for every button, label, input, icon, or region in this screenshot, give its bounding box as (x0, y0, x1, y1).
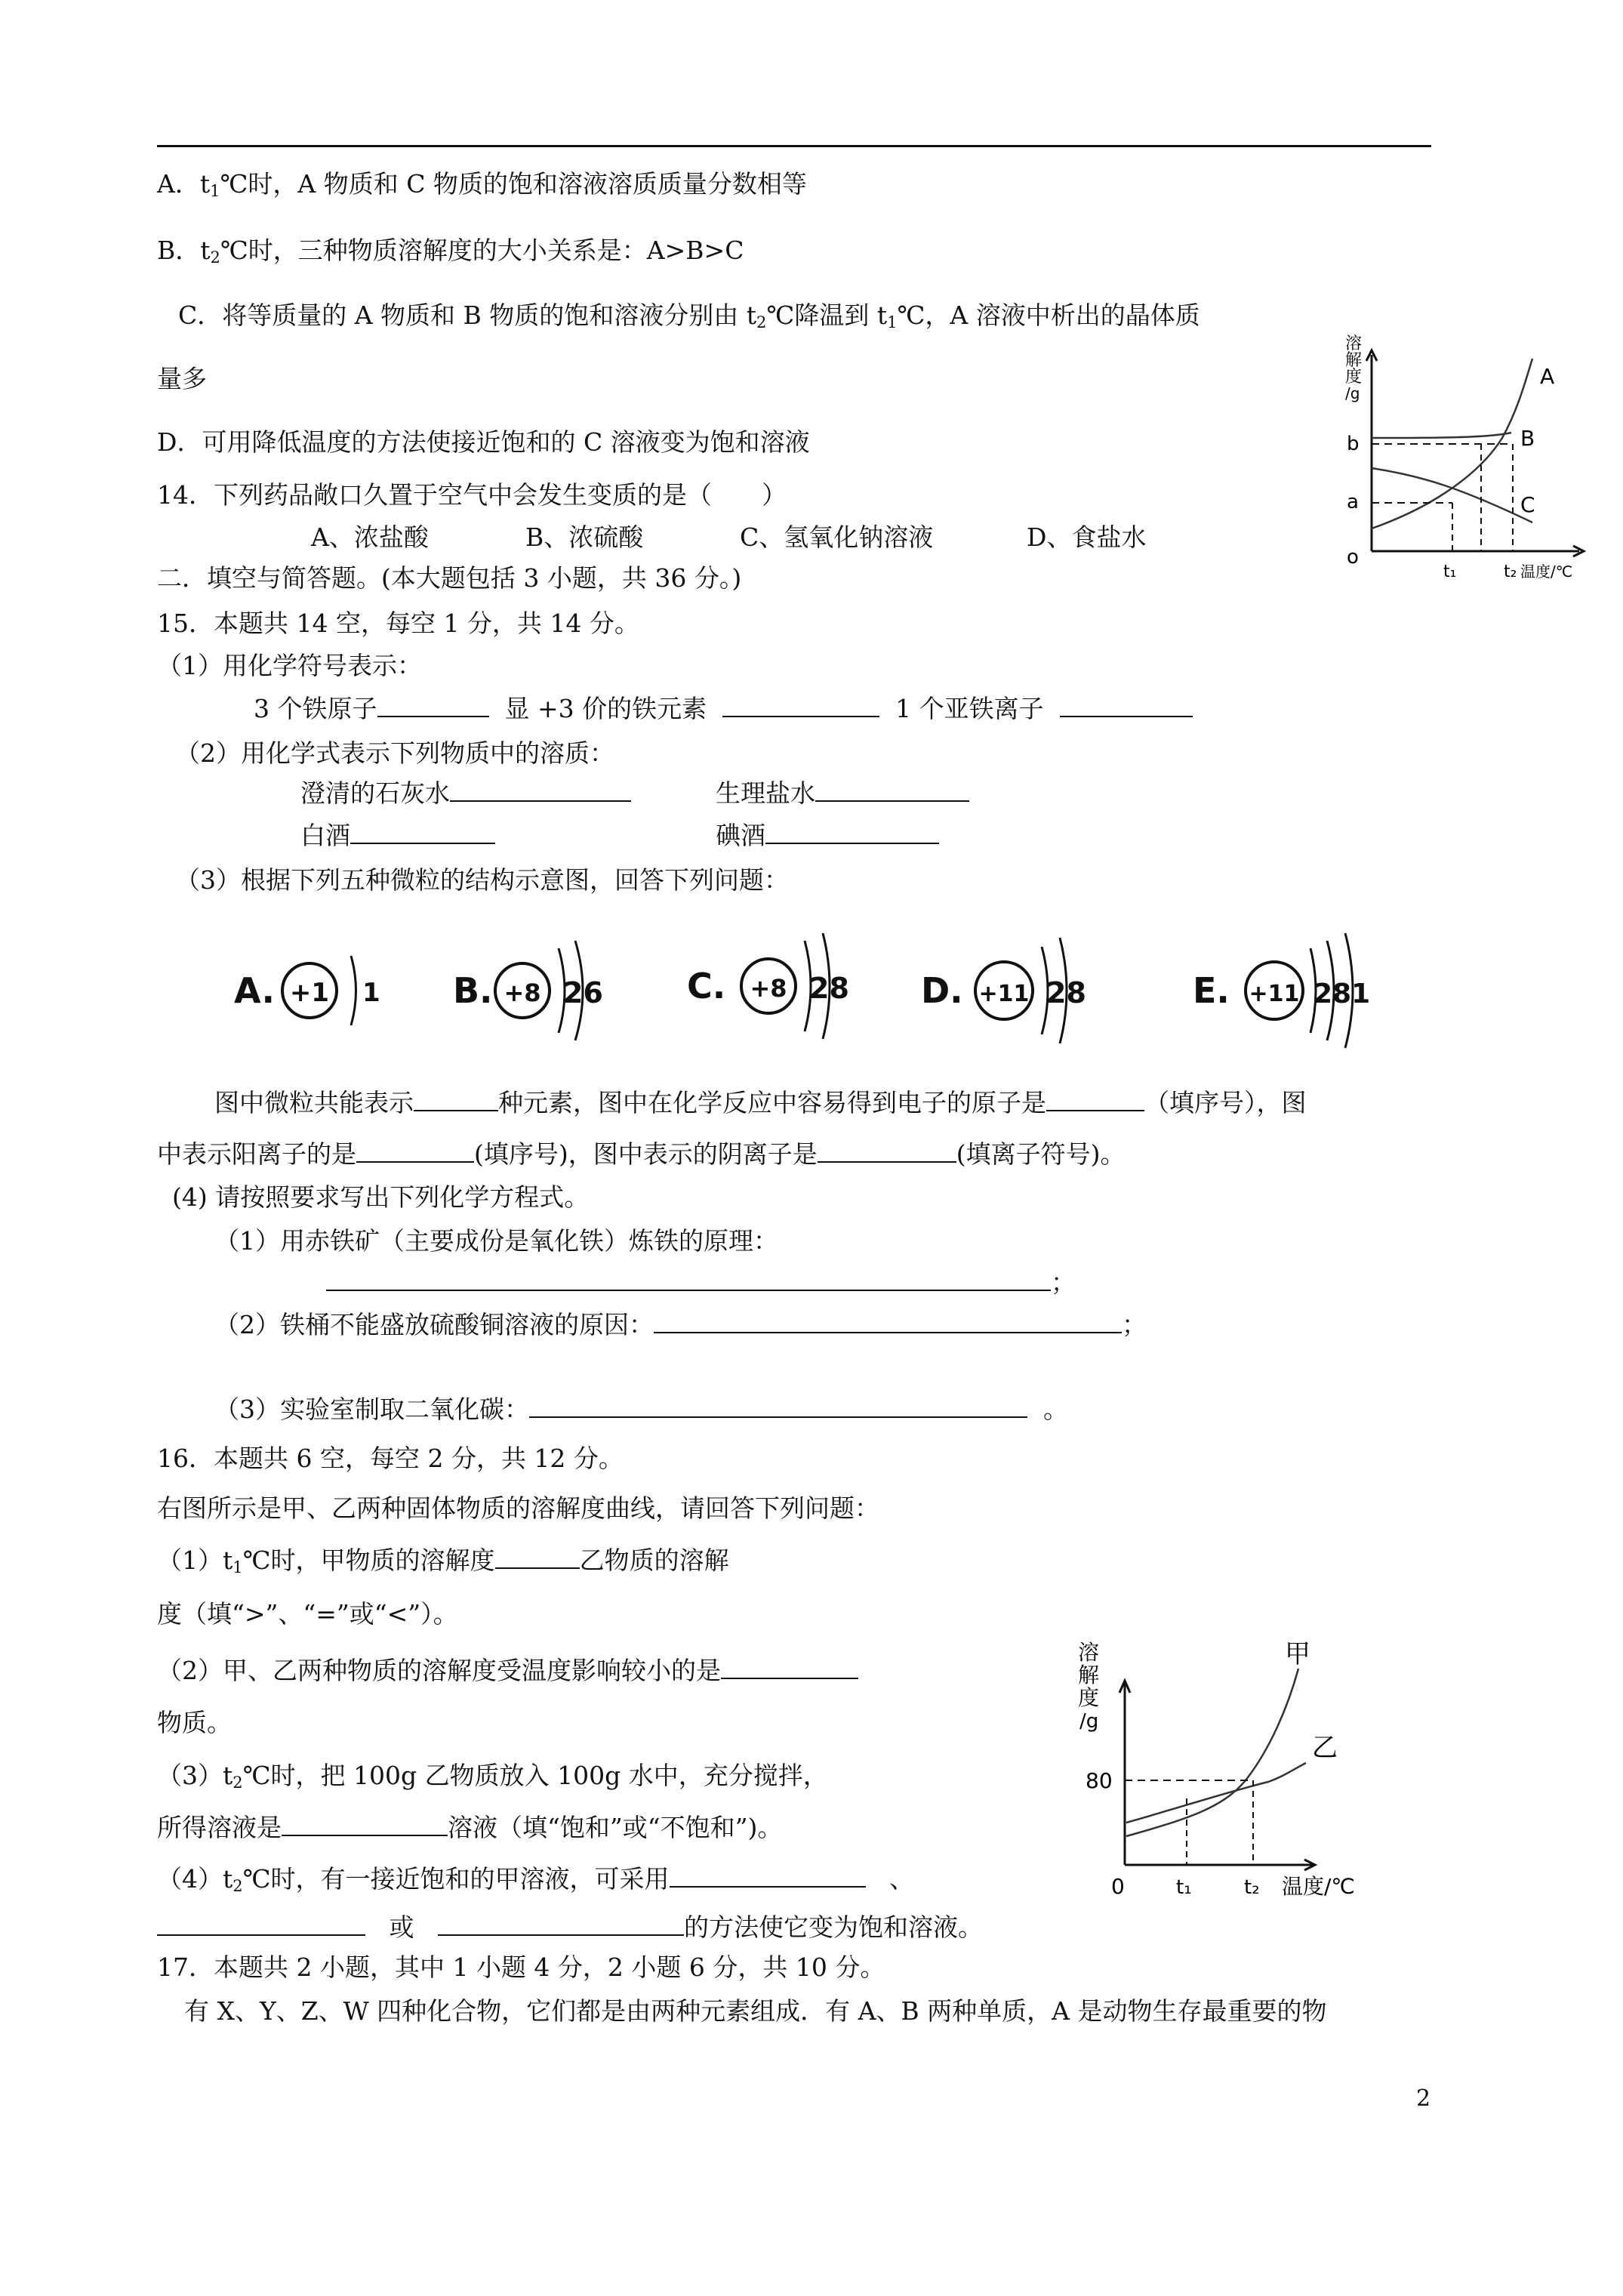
fig1-xlabel: 温度/℃ (1520, 562, 1573, 581)
fig2-curve-yi: 乙 (1312, 1733, 1338, 1763)
atom-d-electrons: 28 (1046, 976, 1086, 1009)
q15-part1-blanks: 3 个铁原子 显 +3 价的铁元素 1 个亚铁离子 (254, 693, 1193, 724)
atom-e-nucleus: +11 (1249, 981, 1300, 1007)
section-2-heading: 二．填空与简答题。(本大题包括 3 小题，共 36 分。) (157, 563, 742, 593)
atom-b-electrons: 26 (563, 976, 603, 1009)
fig1-tick-a: a (1347, 491, 1359, 513)
q13-option-b: B．$t_2℃$时，三种物质溶解度的大小关系是：A>B>C (157, 236, 744, 267)
q15-intro: 15．本题共 14 空，每空 1 分，共 14 分。 (157, 609, 639, 638)
q15-part3: （3）根据下列五种微粒的结构示意图，回答下列问题： (175, 865, 789, 895)
q15-part4: (4) 请按照要求写出下列化学方程式。 (172, 1182, 590, 1212)
fig1-ylabel-4: /g (1345, 384, 1360, 402)
q15-part2-liquor: 白酒 (300, 820, 495, 851)
q16-stem: 右图所示是甲、乙两种固体物质的溶解度曲线，请回答下列问题： (157, 1493, 879, 1523)
atom-b-nucleus: +8 (504, 978, 541, 1007)
q13-option-c: C．将等质量的 A 物质和 B 物质的饱和溶液分别由 $t_2℃$降温到 $t_1℃$，A 溶液中析出的晶体质 (178, 300, 1200, 331)
q14-choice-d: D、食盐水 (1027, 522, 1147, 552)
q15-part4-a-blank: ； (326, 1267, 1076, 1298)
q15-part2-lime: 澄清的石灰水 (300, 778, 631, 809)
q15-part1: （1）用化学符号表示： (157, 651, 422, 680)
q17-stem: 有 X、Y、Z、W 四种化合物，它们都是由两种元素组成．有 A、B 两种单质，A 是动物生存最重要的物 (184, 1996, 1327, 2026)
atom-b-label: B. (453, 970, 493, 1011)
q17-intro: 17．本题共 2 小题，其中 1 小题 4 分，2 小题 6 分，共 10 分。 (157, 1952, 885, 1982)
page-number: 2 (1416, 2085, 1431, 2112)
atom-d-label: D. (921, 970, 963, 1011)
q13-option-a: A．$t_1℃$时，A 物质和 C 物质的饱和溶液溶质质量分数相等 (157, 169, 807, 200)
fig1-origin: o (1347, 546, 1359, 569)
q15-part4-a: （1）用赤铁矿（主要成份是氧化铁）炼铁的原理： (214, 1226, 778, 1256)
fig2-xlabel: 温度/℃ (1282, 1874, 1355, 1899)
q14-choice-b: B、浓硫酸 (525, 522, 644, 552)
q16-line2-cont: 物质。 (157, 1708, 232, 1737)
solubility-figure-jia-yi (1072, 1638, 1389, 1910)
atom-c-nucleus: +8 (750, 974, 787, 1003)
q15-part2-iodine: 碘酒 (716, 820, 939, 851)
fig1-ylabel-2: 解 (1345, 351, 1363, 370)
q16-line4-cont: 或 的方法使它变为饱和溶液。 (157, 1912, 983, 1943)
q15-part4-b: （2）铁桶不能盛放硫酸铜溶液的原因： ； (214, 1310, 1147, 1339)
fig1-curve-c: C (1520, 492, 1535, 517)
fig2-tick-t1: t₁ (1176, 1876, 1192, 1899)
q13-option-d: D．可用降低温度的方法使接近饱和的 C 溶液变为饱和溶液 (157, 427, 810, 457)
atom-e-label: E. (1193, 970, 1230, 1011)
fig1-tick-b: b (1347, 433, 1360, 455)
q16-line3: $(3)t_2℃$时，把 100g 乙物质放入 100g 水中，充分搅拌， (157, 1761, 828, 1792)
atom-c-electrons: 28 (809, 972, 849, 1005)
q16-line4: $(4)t_2℃$时，有一接近饱和的甲溶液，可采用 、 (157, 1864, 915, 1895)
q15-part2: （2）用化学式表示下列物质中的溶质： (175, 738, 614, 768)
atom-c-label: C. (687, 966, 726, 1006)
atom-a-electrons: 1 (362, 978, 380, 1008)
fig2-ylabel-4: /g (1079, 1710, 1099, 1733)
atom-a-label: A. (234, 970, 275, 1011)
fig2-curve-jia: 甲 (1285, 1639, 1310, 1669)
fig1-ylabel-3: 度 (1345, 368, 1363, 387)
q15-part3-q1: 图中微粒共能表示 种元素，图中在化学反应中容易得到电子的原子是 （填序号），图 (214, 1088, 1307, 1117)
q16-line1-cont: 度（填“>”、“=”或“<”）。 (157, 1599, 458, 1629)
fig1-curve-b: B (1520, 426, 1535, 451)
atom-d-nucleus: +11 (978, 981, 1030, 1007)
fig2-ylabel-3: 度 (1078, 1685, 1100, 1710)
fig1-ylabel-1: 溶 (1345, 334, 1363, 353)
q15-part3-q2: 中表示阳离子的是 (填序号)，图中表示的阴离子是 (填离子符号)。 (157, 1139, 1126, 1169)
fig2-tick-t2: t₂ (1244, 1876, 1260, 1899)
solubility-figure-abc (1338, 325, 1609, 596)
fig2-tick-80: 80 (1086, 1768, 1113, 1793)
atom-a-nucleus: +1 (289, 978, 330, 1008)
fig1-tick-t1: t₁ (1443, 562, 1457, 581)
q16-line1: $(1)t_1℃$时，甲物质的溶解度 乙物质的溶解 (157, 1546, 729, 1576)
q15-part2-saline: 生理盐水 (716, 778, 969, 809)
q14-choice-c: C、氢氧化钠溶液 (740, 522, 934, 552)
q16-line3-cont: 所得溶液是 溶液（填“饱和”或“不饱和”)。 (157, 1813, 783, 1842)
q13-option-c-cont: 量多 (157, 364, 207, 393)
atom-e-electrons: 281 (1313, 978, 1371, 1009)
header-rule (157, 145, 1431, 147)
q14-stem: 14．下列药品敞口久置于空气中会发生变质的是（ ） (157, 480, 787, 510)
fig2-ylabel-1: 溶 (1078, 1640, 1100, 1665)
q15-part4-c: （3）实验室制取二氧化碳： 。 (214, 1395, 1068, 1424)
atom-structure-diagrams (226, 918, 1389, 1062)
fig2-origin: 0 (1111, 1874, 1125, 1899)
q16-line2: （2）甲、乙两种物质的溶解度受温度影响较小的是 (157, 1655, 858, 1686)
q16-intro: 16．本题共 6 空，每空 2 分，共 12 分。 (157, 1444, 624, 1473)
fig2-ylabel-2: 解 (1078, 1663, 1100, 1687)
fig1-curve-a: A (1540, 364, 1555, 389)
q14-choice-a: A、浓盐酸 (311, 522, 429, 552)
fig1-tick-t2: t₂ (1504, 562, 1517, 581)
